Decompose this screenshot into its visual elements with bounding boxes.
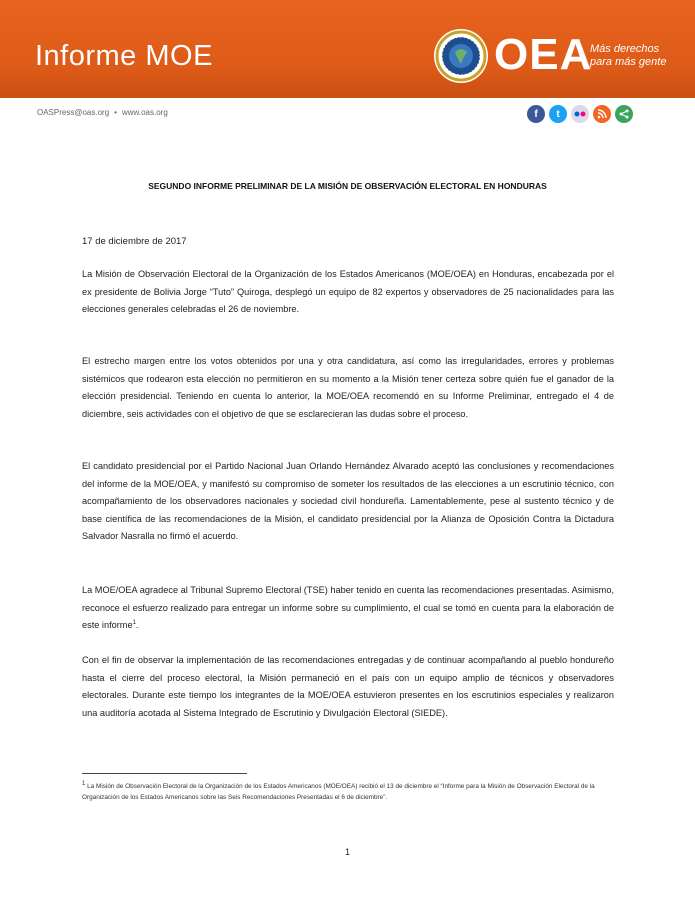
header-banner <box>0 0 695 98</box>
contact-bar <box>37 108 168 117</box>
share-icon[interactable] <box>615 105 633 123</box>
document-title: SEGUNDO INFORME PRELIMINAR DE LA MISIÓN DE OBSERVACIÓN ELECTORAL EN HONDURAS <box>148 181 547 191</box>
tagline <box>590 43 670 69</box>
footnote <box>82 781 614 803</box>
website-link[interactable]: www.oas.org <box>121 108 168 117</box>
tagline-line-2: para más gente <box>590 56 667 68</box>
paragraph-5: Con el fin de observar la implementación de las recomendaciones entregadas y de continuar acompañando al pueblo hondureño hasta el cierre del proceso electoral, la Misión permaneció en el país con un equipo amplio de técnicos y observadores electorales. Durante este tiempo los integrantes de la MOE/OEA estuvieron presentes en los escrutinios especiales y realizaron una auditoría acotada al Sistema Integrado de Escrutinio y Divulgación Electoral (SIEDE). <box>82 655 614 718</box>
footnote-divider <box>82 773 247 774</box>
footnote-reference: 1 <box>132 619 136 626</box>
oas-seal-icon <box>433 28 489 84</box>
page-number: 1 <box>344 847 350 857</box>
contact-separator: • <box>114 108 117 117</box>
press-email-link[interactable]: OASPress@oas.org <box>37 108 110 117</box>
facebook-icon[interactable]: f <box>527 105 545 123</box>
report-title: Informe MOE <box>35 40 213 72</box>
paragraph-2: El estrecho margen entre los votos obtenidos por una y otra candidatura, así como las irregularidades, errores y problemas sistémicos que rodearon esta elección no permitieron en su momento a la Misión tener certeza sobre quién fue el ganador de la elección presidencial. Teniendo en cuenta lo anterior, la MOE/OEA recomendó en su Informe Preliminar, entregado el 4 de diciembre, seis actividades con el objetivo de que se esclarecieran las dudas sobre el proceso. <box>82 356 614 419</box>
document-date: 17 de diciembre de 2017 <box>82 236 187 247</box>
paragraph-4-text: La MOE/OEA agradece al Tribunal Supremo Electoral (TSE) haber tenido en cuenta las recomendaciones presentadas. Asimismo, reconoce el esfuerzo realizado para entregar un informe sobre su cumplimiento, el cual se tomó en cuenta para la elaboración de este informe <box>82 585 614 630</box>
paragraph-1: La Misión de Observación Electoral de la Organización de los Estados Americanos (MOE/OEA) en Honduras, encabezada por el ex presidente de Bolivia Jorge “Tuto” Quiroga, desplegó un equipo de 82 expertos y observadores de 25 nacionalidades para las elecciones generales celebradas el 26 de noviembre. <box>82 269 614 314</box>
paragraph-3: El candidato presidencial por el Partido Nacional Juan Orlando Hernández Alvarado aceptó las conclusiones y recomendaciones del informe de la MOE/OEA, y manifestó su compromiso de someter los resultados de las elecciones a un escrutinio técnico, con acompañamiento de los observadores nacionales y sociedad civil hondureña. Lamentablemente, pese al sustento técnico y de base científica de las recomendaciones de la Misión, el candidato presidencial por la Alianza de Oposición Contra la Dictadura Salvador Nasralla no firmó el acuerdo. <box>82 461 614 541</box>
footnote-text: La Misión de Observación Electoral de la Organización de los Estados Americanos (MOE/OEA) recibió el 13 de diciembre el “Informe para la Misión de Observación Electoral de la Organización de los Estados Americanos sobre las Seis Recomendaciones Presentadas el 6 de diciembre”. <box>82 783 595 801</box>
flickr-icon[interactable] <box>571 105 589 123</box>
oea-logo: OEA <box>494 30 593 79</box>
paragraph-4: La MOE/OEA agradece al Tribunal Supremo Electoral (TSE) haber tenido en cuenta las recomendaciones presentadas. Asimismo, reconoce el esfuerzo realizado para entregar un informe sobre su cumplimiento, el cual se tomó en cuenta para la elaboración de este informe$^1$. <box>82 585 614 630</box>
rss-icon[interactable] <box>593 105 611 123</box>
tagline-line-1: Más derechos <box>590 43 660 55</box>
footnote-marker: 1 <box>82 780 86 787</box>
twitter-icon[interactable]: t <box>549 105 567 123</box>
social-icons <box>527 105 633 123</box>
